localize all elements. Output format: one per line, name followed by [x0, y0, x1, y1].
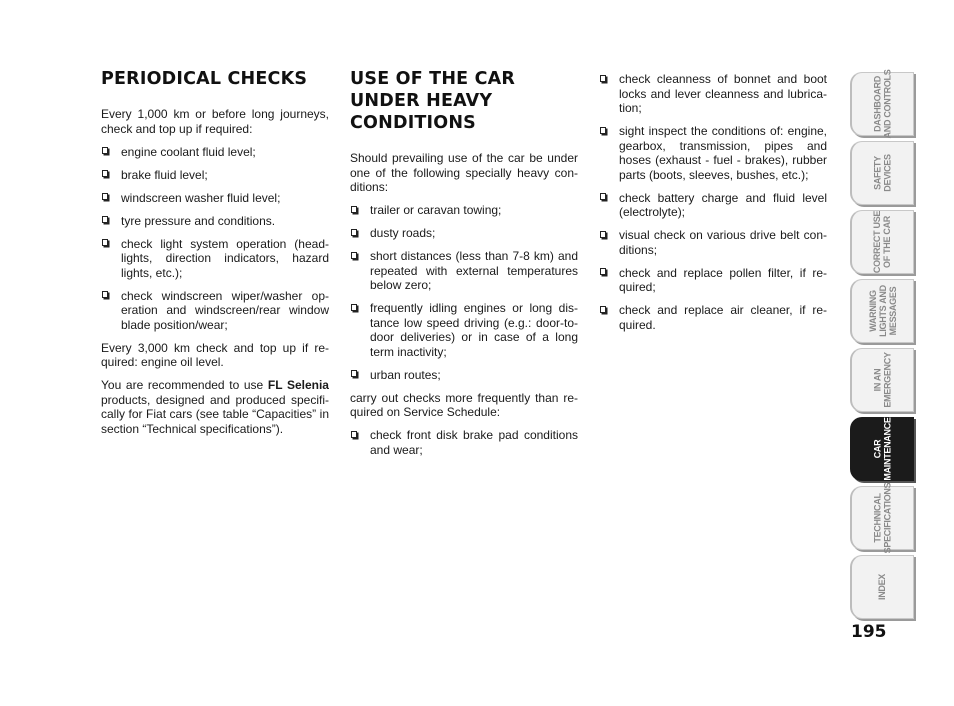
- section-title-heavy-conditions: USE OF THE CAR UNDER HEAVY CONDITIONS: [350, 69, 516, 133]
- tab-label: IN AN EMERGENCY: [872, 352, 893, 408]
- selenia-text-post: products, designed and produced specifi-cally for Fiat cars (see table “Capacities” in section “Technical specifications”).: [101, 392, 329, 436]
- tab-label: INDEX: [877, 573, 888, 601]
- checklist-item: frequently idling engines or long dis-tance low speed driving (e.g.: door-to-door deliveries) or in case of a long term inactivity;: [350, 301, 578, 359]
- tab-label: CORRECT USE OF THE CAR: [872, 210, 893, 274]
- checklist-item: check windscreen wiper/washer op-eration and windscreen/rear window blade position/wear;: [101, 289, 329, 333]
- checklist-item: check light system operation (head-lights, direction indicators, hazard lights, etc.);: [101, 237, 329, 281]
- column-additional-checks: [599, 72, 827, 341]
- column-heavy-conditions: [350, 68, 578, 466]
- periodical-intro: Every 1,000 km or before long journeys, check and top up if required:: [101, 107, 329, 136]
- additional-checks-list: [599, 72, 827, 332]
- checklist-item: check battery charge and fluid level (electrolyte);: [599, 191, 827, 220]
- column-periodical-checks: [101, 68, 329, 445]
- heavy-carry-out: carry out checks more frequently than re-quired on Service Schedule:: [350, 390, 578, 419]
- checklist-item: check and replace pollen filter, if re-quired;: [599, 266, 827, 295]
- tab-label: DASHBOARD AND CONTROLS: [872, 69, 893, 139]
- tab-car-maintenance[interactable]: [850, 417, 914, 481]
- heavy-conditions-list: [350, 203, 578, 382]
- selenia-brand: FL Selenia: [267, 378, 329, 392]
- tab-dashboard-and-controls[interactable]: [850, 69, 914, 139]
- tab-technical-specifications[interactable]: [850, 482, 914, 554]
- checklist-item: check cleanness of bonnet and boot locks and lever cleanness and lubrica-tion;: [599, 72, 827, 116]
- checklist-item: engine coolant fluid level;: [101, 145, 329, 160]
- tab-label: TECHNICAL SPECIFICATIONS: [872, 482, 893, 554]
- checklist-item: brake fluid level;: [101, 168, 329, 183]
- checklist-item: check and replace air cleaner, if re-quired.: [599, 303, 827, 332]
- checklist-item: tyre pressure and conditions.: [101, 214, 329, 229]
- tab-label: CAR MAINTENANCE: [872, 417, 893, 481]
- tab-in-an-emergency[interactable]: [850, 348, 914, 412]
- tab-label: SAFETY DEVICES: [872, 154, 893, 192]
- tab-index[interactable]: [850, 555, 914, 619]
- checklist-item: short distances (less than 7-8 km) and repeated with external temperatures below zero;: [350, 249, 578, 293]
- tab-safety-devices[interactable]: [850, 141, 914, 205]
- tab-warning-lights-and-messages[interactable]: [850, 279, 914, 343]
- checklist-item: visual check on various drive belt con-ditions;: [599, 228, 827, 257]
- selenia-text-pre: You are recommended to use: [101, 378, 268, 392]
- checklist-item: sight inspect the conditions of: engine, gearbox, transmission, pipes and hoses (exhaust - fuel - brakes), rubber parts (boots, sleeves, bushes, etc.);: [599, 124, 827, 182]
- selenia-recommendation: [101, 378, 329, 436]
- periodical-checklist: [101, 145, 329, 333]
- checklist-item: trailer or caravan towing;: [350, 203, 578, 218]
- section-title-periodical-checks: PERIODICAL CHECKS: [101, 69, 308, 89]
- heavy-intro: Should prevailing use of the car be under one of the following specially heavy con-ditions:: [350, 151, 578, 194]
- checklist-item: check front disk brake pad conditions and wear;: [350, 428, 578, 457]
- checklist-item: urban routes;: [350, 368, 578, 383]
- periodical-oil-note: Every 3,000 km check and top up if re-quired: engine oil level.: [101, 340, 329, 369]
- checklist-item: dusty roads;: [350, 226, 578, 241]
- page-number: 195: [851, 622, 887, 642]
- checklist-item: windscreen washer fluid level;: [101, 191, 329, 206]
- tab-label: WARNING LIGHTS AND MESSAGES: [867, 285, 898, 337]
- tab-correct-use-of-the-car[interactable]: [850, 210, 914, 274]
- heavy-checks-list: [350, 428, 578, 457]
